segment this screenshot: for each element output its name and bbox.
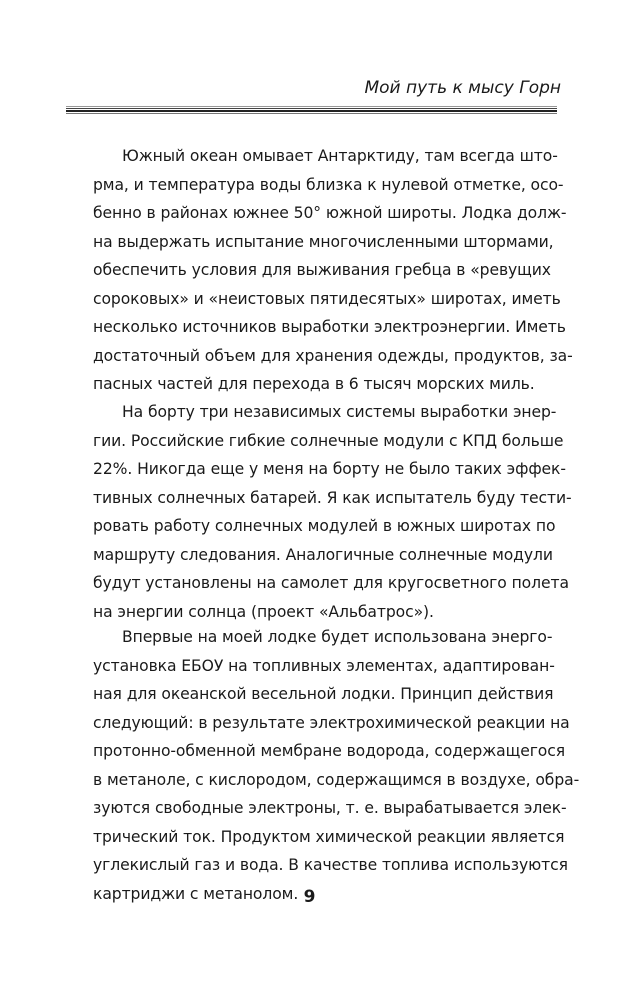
- text-line: гии. Российские гибкие солнечные модули с КПД больше: [93, 431, 564, 450]
- text-line: в метаноле, с кислородом, содержащимся в воздухе, обра-: [93, 770, 580, 789]
- text-line: достаточный объем для хранения одежды, продуктов, за-: [93, 346, 573, 365]
- paragraph-3: [93, 623, 580, 908]
- text-line: картриджи с метанолом.: [93, 884, 299, 903]
- text-line: зуются свободные электроны, т. е. вырабатывается элек-: [93, 799, 567, 817]
- text-line: тивных солнечных батарей. Я как испытатель буду тести-: [93, 488, 572, 507]
- text-line: Южный океан омывает Антарктиду, там всегда што-: [122, 147, 558, 165]
- text-line: 22%. Никогда еще у меня на борту не было таких эффек-: [93, 460, 566, 478]
- text-line: следующий: в результате электрохимической реакции на: [93, 713, 570, 732]
- text-line: На борту три независимых системы выработки энер-: [122, 403, 557, 421]
- text-line: Впервые на моей лодке будет использована энерго-: [122, 628, 553, 646]
- text-line: маршруту следования. Аналогичные солнечные модули: [93, 545, 553, 564]
- header-rule: [66, 106, 557, 114]
- text-line: пасных частей для перехода в 6 тысяч морских миль.: [93, 375, 535, 393]
- text-line: на выдержать испытание многочисленными штормами,: [93, 232, 554, 251]
- text-line: будут установлены на самолет для кругосветного полета: [93, 574, 569, 592]
- text-line: ная для океанской весельной лодки. Принцип действия: [93, 685, 554, 703]
- text-line: бенно в районах южнее 50° южной широты. Лодка долж-: [93, 204, 567, 222]
- text-line: несколько источников выработки электроэнергии. Иметь: [93, 318, 566, 336]
- text-line: сороковых» и «неистовых пятидесятых» широтах, иметь: [93, 289, 561, 308]
- text-line: установка ЕБОУ на топливных элементах, адаптирован-: [93, 656, 555, 675]
- paragraph-2: [93, 398, 572, 626]
- text-line: на энергии солнца (проект «Альбатрос»).: [93, 602, 434, 621]
- paragraph-1: [93, 142, 573, 399]
- text-line: углекислый газ и вода. В качестве топлива используются: [93, 856, 568, 874]
- page-number: 9: [303, 887, 316, 907]
- text-line: трический ток. Продуктом химической реакции является: [93, 827, 565, 846]
- text-line: ровать работу солнечных модулей в южных широтах по: [93, 517, 556, 535]
- running-head: Мой путь к мысу Горн: [364, 78, 561, 98]
- text-line: обеспечить условия для выживания гребца в «ревущих: [93, 261, 551, 279]
- text-line: рма, и температура воды близка к нулевой отметке, осо-: [93, 175, 564, 194]
- text-line: протонно-обменной мембране водорода, содержащегося: [93, 742, 565, 760]
